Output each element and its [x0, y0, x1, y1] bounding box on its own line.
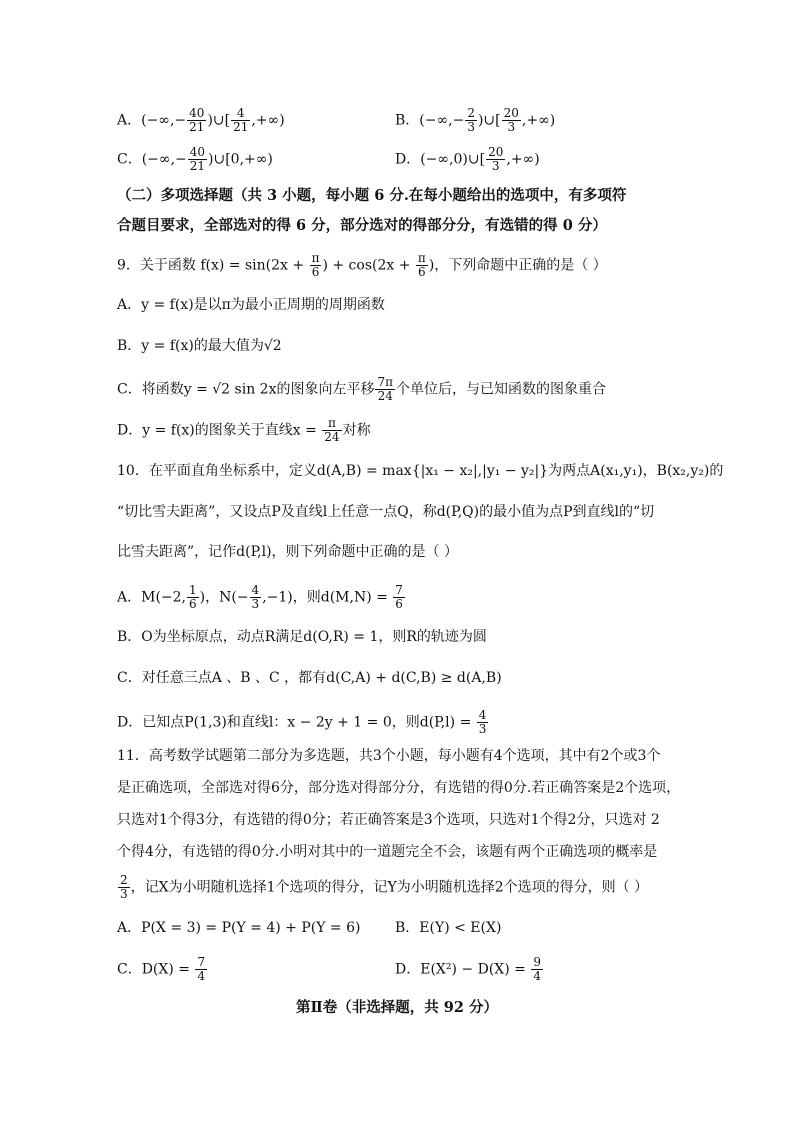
q8-option-b: B．(−∞,− $\frac{2}{3}$ )∪[ $\frac{20}{3}$ ,+∞) — [395, 106, 556, 134]
fraction: $\frac{\pi}{6}$ — [417, 251, 426, 279]
q8-option-a: A．(−∞,− $\frac{40}{21}$ )∪[ $\frac{4}{21}$ ,+∞) — [117, 106, 285, 134]
q9-stem: 9．关于函数 f(x) = sin(2x + $\frac{\pi}{6}$ ) + cos(2x + $\frac{\pi}{6}$ )，下列命题中正确的是（ ） — [117, 251, 607, 279]
q10-stem-line3: 比雪夫距离”，记作d(P,l)，则下列命题中正确的是（ ） — [117, 544, 459, 560]
fraction: $\frac{40}{21}$ — [189, 106, 205, 134]
q8-option-c: C．(−∞,− $\frac{40}{21}$ )∪[0,+∞) — [117, 145, 273, 173]
fraction: $\frac{4}{3}$ — [251, 583, 260, 611]
q10-option-c: C．对任意三点A 、B 、C ，都有d(C,A) + d(C,B) ≥ d(A,B) — [117, 670, 502, 686]
fraction: $\frac{\pi}{6}$ — [311, 251, 320, 279]
q11-option-b: B．E(Y) < E(X) — [395, 920, 502, 936]
fraction: $\frac{20}{3}$ — [503, 106, 519, 134]
fraction: $\frac{2}{3}$ — [120, 873, 128, 901]
fraction: $\frac{40}{21}$ — [189, 145, 206, 173]
q8-option-d: D．(−∞,0)∪[ $\frac{20}{3}$ ,+∞) — [395, 145, 540, 173]
part-two-title: 第Ⅱ卷（非选择题，共 92 分） — [296, 999, 498, 1016]
q11-option-c: C．D(X) = $\frac{7}{4}$ — [117, 955, 206, 983]
fraction: $\frac{20}{3}$ — [488, 145, 504, 173]
fraction: $\frac{7\pi}{24}$ — [377, 375, 393, 403]
q9-option-c: C．将函数y = √2 sin 2x的图象向左平移 $\frac{7\pi}{24}$ 个单位后，与已知函数的图象重合 — [117, 375, 606, 403]
q11-stem-line2: 是正确选项，全部选对得6分，部分选对得部分分，有选错的得0分.若正确答案是2个选项， — [117, 780, 681, 796]
fraction: $\frac{4}{21}$ — [233, 106, 249, 134]
q11-stem-line4: 个得4分，有选错的得0分.小明对其中的一道题完全不会，该题有两个正确选项的概率是 — [117, 844, 658, 860]
section-multi-choice-heading-line2: 合题目要求，全部选对的得 6 分，部分选对的得部分分，有选错的得 0 分） — [117, 217, 607, 234]
q11-stem-line3: 只选对1个得3分，有选错的得0分；若正确答案是3个选项，只选对1个得2分，只选对 2 — [117, 812, 660, 828]
fraction: $\frac{4}{3}$ — [478, 708, 487, 736]
q10-option-b: B．O为坐标原点，动点R满足d(O,R) = 1，则R的轨迹为圆 — [117, 629, 487, 645]
fraction: $\frac{9}{4}$ — [533, 955, 541, 983]
q10-stem-line1: 10．在平面直角坐标系中，定义d(A,B) = max{|x₁ − x₂|,|y₁ − y₂|}为两点A(x₁,y₁)，B(x₂,y₂)的 — [117, 463, 724, 479]
fraction: $\frac{1}{6}$ — [189, 583, 197, 611]
q11-option-a: A．P(X = 3) = P(Y = 4) + P(Y = 6) — [117, 920, 361, 936]
q9-option-a: A．y = f(x)是以π为最小正周期的周期函数 — [117, 297, 385, 313]
q10-option-d: D．已知点P(1,3)和直线l：x − 2y + 1 = 0，则d(P,l) = $\frac{4}{3}$ — [117, 708, 487, 736]
q9-option-b: B．y = f(x)的最大值为√2 — [117, 338, 282, 354]
fraction: $\frac{7}{4}$ — [197, 955, 206, 983]
fraction: $\frac{7}{6}$ — [395, 583, 403, 611]
q11-stem-line5: $\frac{2}{3}$ ，记X为小明随机选择1个选项的得分，记Y为小明随机选择2个选项的得分，则（ ） — [120, 873, 649, 901]
q10-option-a: A．M(−2, $\frac{1}{6}$ )，N(− $\frac{4}{3}$ ,−1)，则d(M,N) = $\frac{7}{6}$ — [117, 583, 403, 611]
q11-stem-line1: 11．高考数学试题第二部分为多选题，共3个小题，每小题有4个选项，其中有2个或3个 — [117, 748, 661, 764]
q10-stem-line2: “切比雪夫距离”，又设点P及直线l上任意一点Q，称d(P,Q)的最小值为点P到直线l的“切 — [117, 504, 655, 520]
q11-option-d: D．E(X²) − D(X) = $\frac{9}{4}$ — [395, 955, 541, 983]
q9-option-d: D．y = f(x)的图象关于直线x = $\frac{\pi}{24}$ 对称 — [117, 416, 371, 444]
fraction: $\frac{\pi}{24}$ — [324, 416, 340, 444]
fraction: $\frac{2}{3}$ — [467, 106, 475, 134]
section-multi-choice-heading-line1: （二）多项选择题（共 3 小题，每小题 6 分.在每小题给出的选项中，有多项符 — [117, 187, 627, 204]
